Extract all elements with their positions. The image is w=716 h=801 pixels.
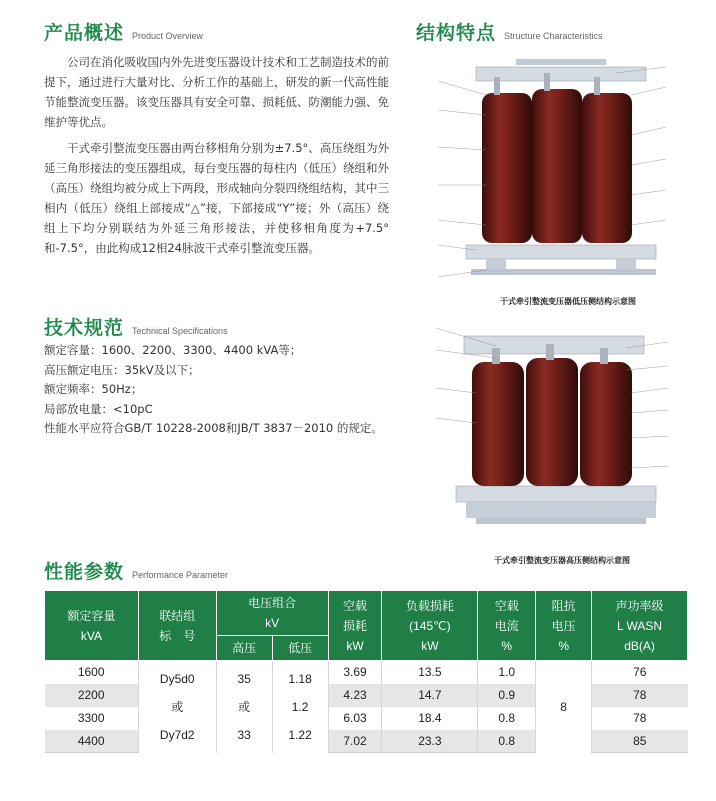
header-noload-line2: 损耗: [342, 618, 367, 633]
cell-load-loss: 18.4: [382, 707, 478, 730]
figure-2-caption: 干式牵引整流变压器高压侧结构示意图: [494, 555, 630, 565]
cell-noload-loss: 4.23: [328, 684, 382, 707]
header-lv: 低压: [272, 636, 328, 661]
hv-option-1: 35: [237, 671, 251, 686]
header-voltage-line2: kV: [265, 616, 280, 630]
header-load-line2: (145℃): [409, 618, 451, 633]
cell-impedance: 8: [536, 661, 592, 753]
header-load-line3: kW: [421, 638, 439, 653]
header-noload-line1: 空载: [342, 598, 367, 613]
overview-title-en: Product Overview: [132, 31, 204, 41]
cell-noload-current: 1.0: [478, 661, 536, 684]
header-noload-line3: kW: [346, 638, 364, 653]
header-noload-current: [478, 591, 536, 661]
cell-load-loss: 13.5: [382, 661, 478, 684]
cell-hv-voltage: [216, 661, 272, 753]
cell-connection-group: [138, 661, 216, 753]
header-impedance-line3: %: [558, 638, 569, 653]
structure-title-en: Structure Characteristics: [504, 31, 603, 41]
header-sound-line1: 声功率级: [615, 598, 664, 613]
header-load-line1: 负载损耗: [405, 598, 454, 613]
cell-capacity: 1600: [77, 665, 105, 680]
spec-frequency: 额定频率：50Hz；: [44, 382, 143, 396]
performance-title-cn: 性能参数: [44, 561, 125, 583]
table-row: [45, 661, 688, 684]
header-capacity-line1: 额定容量: [67, 608, 116, 623]
cell-load-loss: 14.7: [382, 684, 478, 707]
cell-sound-power: 78: [592, 707, 688, 730]
connection-or: 或: [171, 699, 184, 714]
header-connection-line2: 标 号: [159, 628, 196, 643]
header-voltage: [216, 591, 328, 636]
cell-noload-loss: 7.02: [328, 730, 382, 753]
transformer-illustration-1: [416, 55, 686, 290]
cell-sound-power: 78: [592, 684, 688, 707]
spec-standard: 性能水平应符合GB/T 10228-2008和JB/T 3837－2010 的规定。: [44, 421, 383, 435]
header-load-loss: [382, 591, 478, 661]
overview-title: [44, 18, 203, 45]
header-sound-power: [592, 591, 688, 661]
header-current-line3: %: [501, 638, 513, 653]
performance-title-en: Performance Parameter: [132, 570, 229, 580]
header-capacity: [45, 591, 139, 661]
overview-title-cn: 产品概述: [44, 22, 125, 44]
header-impedance: [536, 591, 592, 661]
specs-title: [44, 313, 228, 340]
spec-partial-discharge: 局部放电量：<10pC: [44, 401, 153, 416]
overview-paragraph-2: 干式牵引整流变压器由两台移相角分别为±7.5°、高压绕组为外延三角形接法的变压器组成，每台变压器的每柱内（低压）绕组和外（高压）绕组均被分成上下两段，形成轴向分裂四绕组结构，其中三相内（低压）绕组上部接成“△”接，下部接成“Y”接；外（高压）绕组上下均分别联结为外延三角形接法，并使移相角度为+7.5°和-7.5°，由此构成12相24脉波干式牵引整流变压器。: [44, 141, 389, 255]
connection-option-2: Dy7d2: [159, 727, 195, 742]
header-impedance-line1: 阻抗: [551, 598, 576, 613]
header-capacity-line2: kVA: [80, 628, 102, 643]
transformer-illustration-2: [416, 318, 686, 548]
cell-noload-loss: 6.03: [328, 707, 382, 730]
overview-text: [44, 52, 389, 258]
figure-1-caption: 干式牵引整流变压器低压侧结构示意图: [500, 296, 636, 306]
lv-option-3: 1.22: [288, 727, 312, 742]
hv-or: 或: [238, 699, 251, 714]
cell-capacity: 4400: [45, 730, 139, 753]
header-current-line1: 空载: [494, 598, 519, 613]
cell-noload-current: 0.8: [478, 730, 536, 753]
transformer-figure-low-voltage: [416, 55, 686, 290]
header-current-line2: 电流: [494, 618, 519, 633]
header-impedance-line2: 电压: [551, 618, 576, 633]
cell-capacity: 2200: [45, 684, 139, 707]
header-connection: [138, 591, 216, 661]
performance-title: [44, 557, 228, 584]
spec-voltage: 高压额定电压：35kV及以下；: [44, 362, 200, 377]
cell-sound-power: 76: [592, 661, 688, 684]
cell-load-loss: 23.3: [382, 730, 478, 753]
header-connection-line1: 联结组: [159, 608, 196, 623]
spec-capacity: 额定容量：1600、2200、3300、4400 kVA等；: [44, 343, 302, 357]
connection-option-1: Dy5d0: [159, 671, 195, 686]
specs-title-cn: 技术规范: [44, 317, 125, 339]
cell-sound-power: 85: [592, 730, 688, 753]
header-sound-line2: L WASN: [616, 618, 663, 633]
specs-title-en: Technical Specifications: [132, 326, 228, 336]
lv-option-1: 1.18: [288, 671, 312, 686]
transformer-figure-high-voltage: [416, 318, 686, 548]
performance-table: [44, 590, 688, 753]
cell-noload-current: 0.9: [478, 684, 536, 707]
hv-option-2: 33: [237, 727, 251, 742]
lv-option-2: 1.2: [291, 699, 309, 714]
cell-capacity: 3300: [77, 711, 105, 725]
structure-title: [416, 18, 603, 45]
header-hv: 高压: [216, 636, 272, 661]
header-sound-line3: dB(A): [624, 638, 655, 653]
overview-paragraph-1: 公司在消化吸收国内外先进变压器设计技术和工艺制造技术的前提下，通过进行大量对比、分析工作的基础上，研发的新一代高性能节能整流变压器。该变压器具有安全可靠、损耗低、防潮能力强、免维护等优点。: [44, 55, 389, 129]
header-noload-loss: [328, 591, 382, 661]
cell-noload-loss: 3.69: [328, 661, 382, 684]
header-voltage-line1: 电压组合: [248, 596, 297, 610]
cell-noload-current: 0.8: [478, 707, 536, 730]
structure-title-cn: 结构特点: [416, 22, 497, 44]
cell-lv-voltage: [272, 661, 328, 753]
specs-list: [44, 341, 404, 439]
